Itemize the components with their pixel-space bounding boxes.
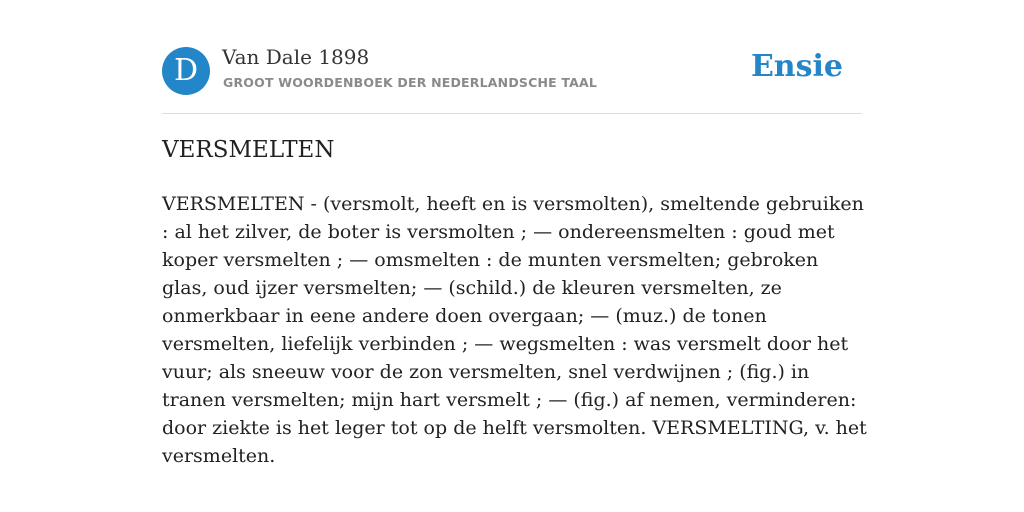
source-subtitle: GROOT WOORDENBOEK DER NEDERLANDSCHE TAAL (223, 75, 598, 90)
entry-definition: VERSMELTEN - (versmolt, heeft en is versmolten), smeltende gebruiken : al het zilver, de boter is versmolten ; — ondereensmelten : goud met koper versmelten ; — omsmelten : de munten versmelten; gebroken glas, oud ijzer versmelten; — (schild.) de kleuren versmelten, ze onmerkbaar in eene andere doen overgaan; — (muz.) de tonen versmelten, liefelijk verbinden ; — wegsmelten : was versmelt door het vuur; als sneeuw voor de zon versmelten, snel verdwijnen ; (fig.) in tranen versmelten; mijn hart versmelt ; — (fig.) af nemen, verminderen: door ziekte is het leger tot op de helft versmolten. VERSMELTING, v. het versmelten. (162, 193, 867, 467)
entry-headword: VERSMELTEN (162, 137, 335, 163)
brand-logo-link[interactable]: Ensie (750, 49, 843, 84)
source-title[interactable]: Van Dale 1898 (222, 45, 370, 69)
source-avatar: D (162, 47, 210, 95)
source-header (162, 0, 862, 114)
entry-card (162, 0, 867, 467)
